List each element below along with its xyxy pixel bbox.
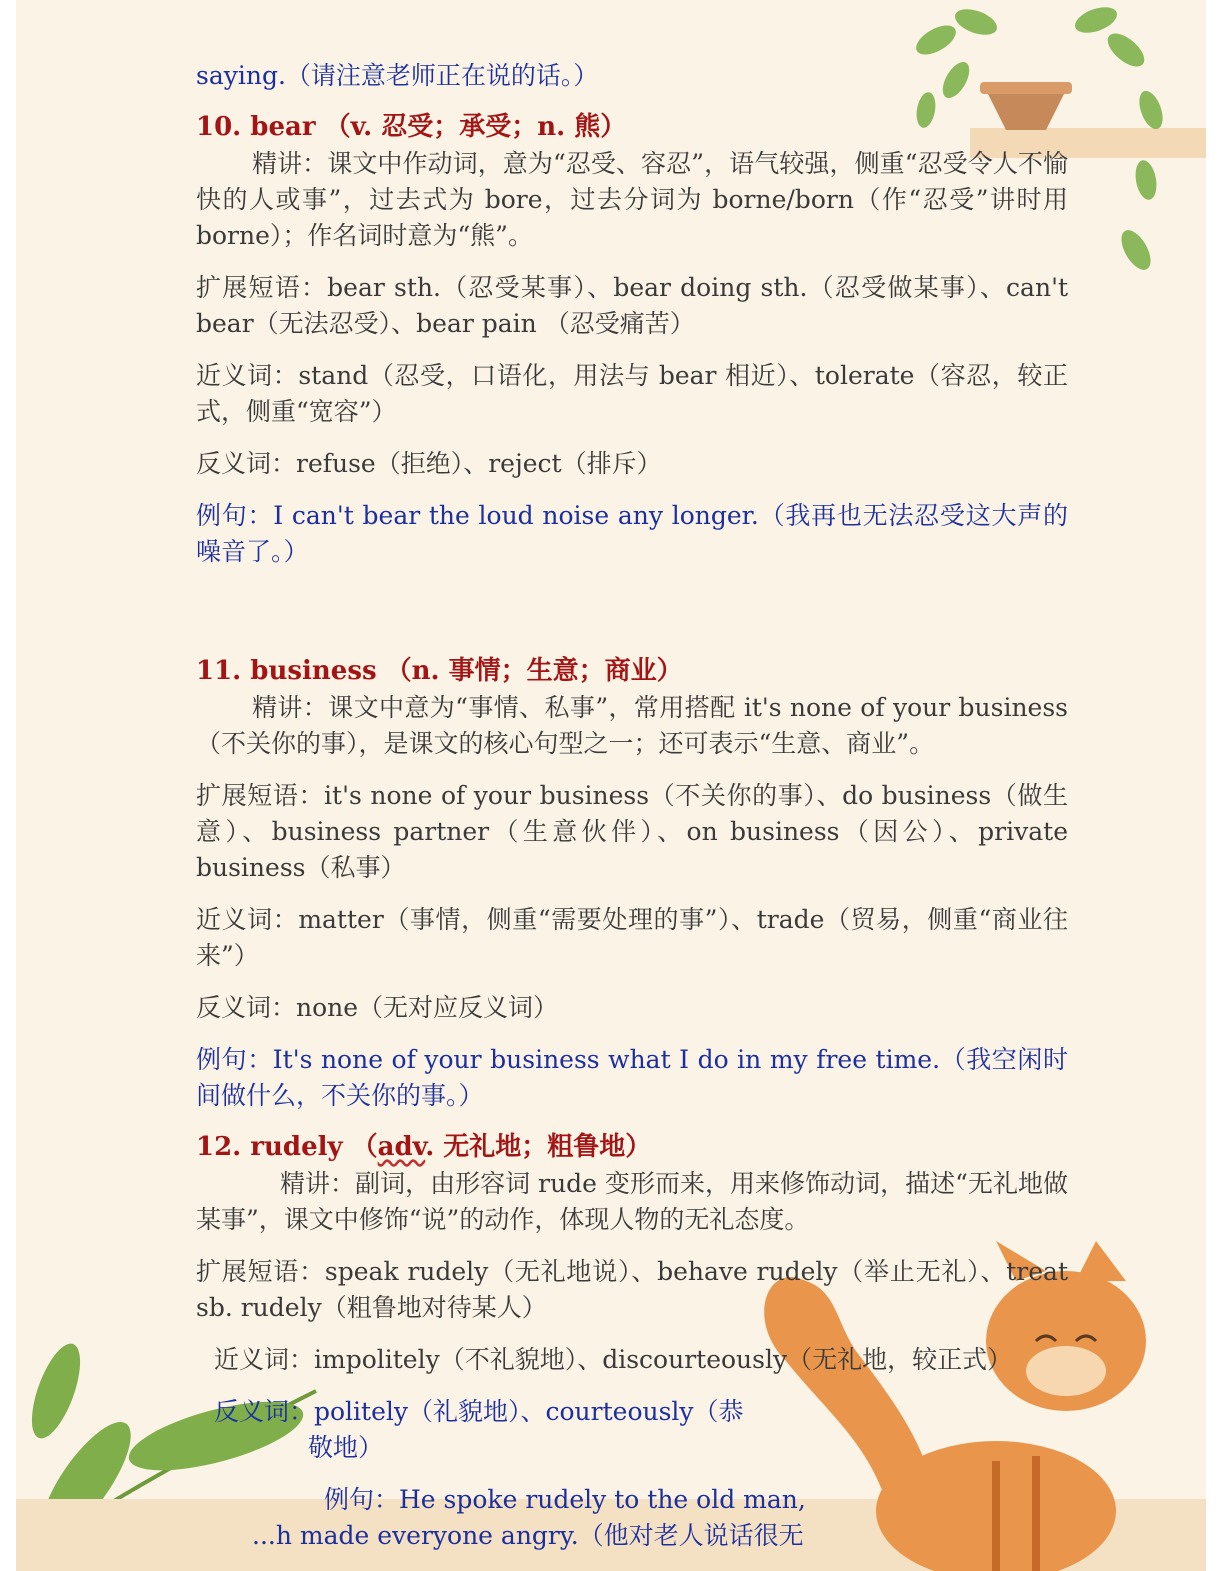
entry-explain-rudely: 精讲：副词，由形容词 rude 变形而来，用来修饰动词，描述“无礼地做某事”，课文中修饰“说”的动作，体现人物的无礼态度。 bbox=[196, 1169, 1068, 1234]
entry-antonyms-rudely-1: 反义词：politely（礼貌地）、courteously（恭 bbox=[214, 1397, 744, 1426]
entry-antonyms-bear: 反义词：refuse（拒绝）、reject（排斥） bbox=[196, 449, 662, 478]
entry-synonyms-rudely: 近义词：impolitely（不礼貌地）、discourteously（无礼地，较正式） bbox=[214, 1345, 1013, 1374]
entry-example-rudely-2: ...h made everyone angry.（他对老人说话很无 bbox=[252, 1521, 804, 1550]
document-page bbox=[16, 0, 1206, 1571]
heading-meaning: . 无礼地；粗鲁地） bbox=[425, 1132, 652, 1162]
entry-phrases-business: 扩展短语：it's none of your business（不关你的事）、do business（做生意）、business partner（生意伙伴）、on business（因公）、private business（私事） bbox=[196, 781, 1068, 882]
entry-phrases-rudely: 扩展短语：speak rudely（无礼地说）、behave rudely（举止无礼）、treat sb. rudely（粗鲁地对待某人） bbox=[196, 1257, 1068, 1322]
intro-line: saying.（请注意老师正在说的话。） bbox=[196, 61, 599, 90]
entry-example-bear: 例句：I can't bear the loud noise any longer.（我再也无法忍受这大声的噪音了。） bbox=[196, 501, 1068, 566]
entry-synonyms-bear: 近义词：stand（忍受，口语化，用法与 bear 相近）、tolerate（容忍，较正式，侧重“宽容”） bbox=[196, 361, 1068, 426]
entry-heading-business: 11. business （n. 事情；生意；商业） bbox=[196, 656, 683, 686]
spacer bbox=[196, 586, 1068, 638]
entry-heading-bear: 10. bear （v. 忍受；承受；n. 熊） bbox=[196, 112, 627, 142]
entry-explain-bear: 精讲：课文中作动词，意为“忍受、容忍”，语气较强，侧重“忍受令人不愉快的人或事”，过去式为 bore，过去分词为 borne/born（作“忍受”讲时用 borne）；作名词时意为“熊”。 bbox=[196, 149, 1068, 250]
entry-explain-business: 精讲：课文中意为“事情、私事”，常用搭配 it's none of your business（不关你的事），是课文的核心句型之一；还可表示“生意、商业”。 bbox=[196, 693, 1068, 758]
entry-phrases-bear: 扩展短语：bear sth.（忍受某事）、bear doing sth.（忍受做某事）、can't bear（无法忍受）、bear pain （忍受痛苦） bbox=[196, 273, 1068, 338]
vocabulary-content bbox=[196, 58, 1068, 1570]
entry-example-business: 例句：It's none of your business what I do in my free time.（我空闲时间做什么，不关你的事。） bbox=[196, 1045, 1068, 1110]
entry-antonyms-rudely-2: 敬地） bbox=[308, 1433, 384, 1462]
entry-heading-rudely bbox=[196, 1128, 1068, 1166]
heading-number: 12. rudely （ bbox=[196, 1132, 378, 1162]
heading-pos: adv bbox=[377, 1132, 426, 1162]
entry-synonyms-business: 近义词：matter（事情，侧重“需要处理的事”）、trade（贸易，侧重“商业往来”） bbox=[196, 905, 1068, 970]
entry-antonyms-business: 反义词：none（无对应反义词） bbox=[196, 993, 559, 1022]
entry-example-rudely-1: 例句：He spoke rudely to the old man, bbox=[324, 1485, 806, 1514]
